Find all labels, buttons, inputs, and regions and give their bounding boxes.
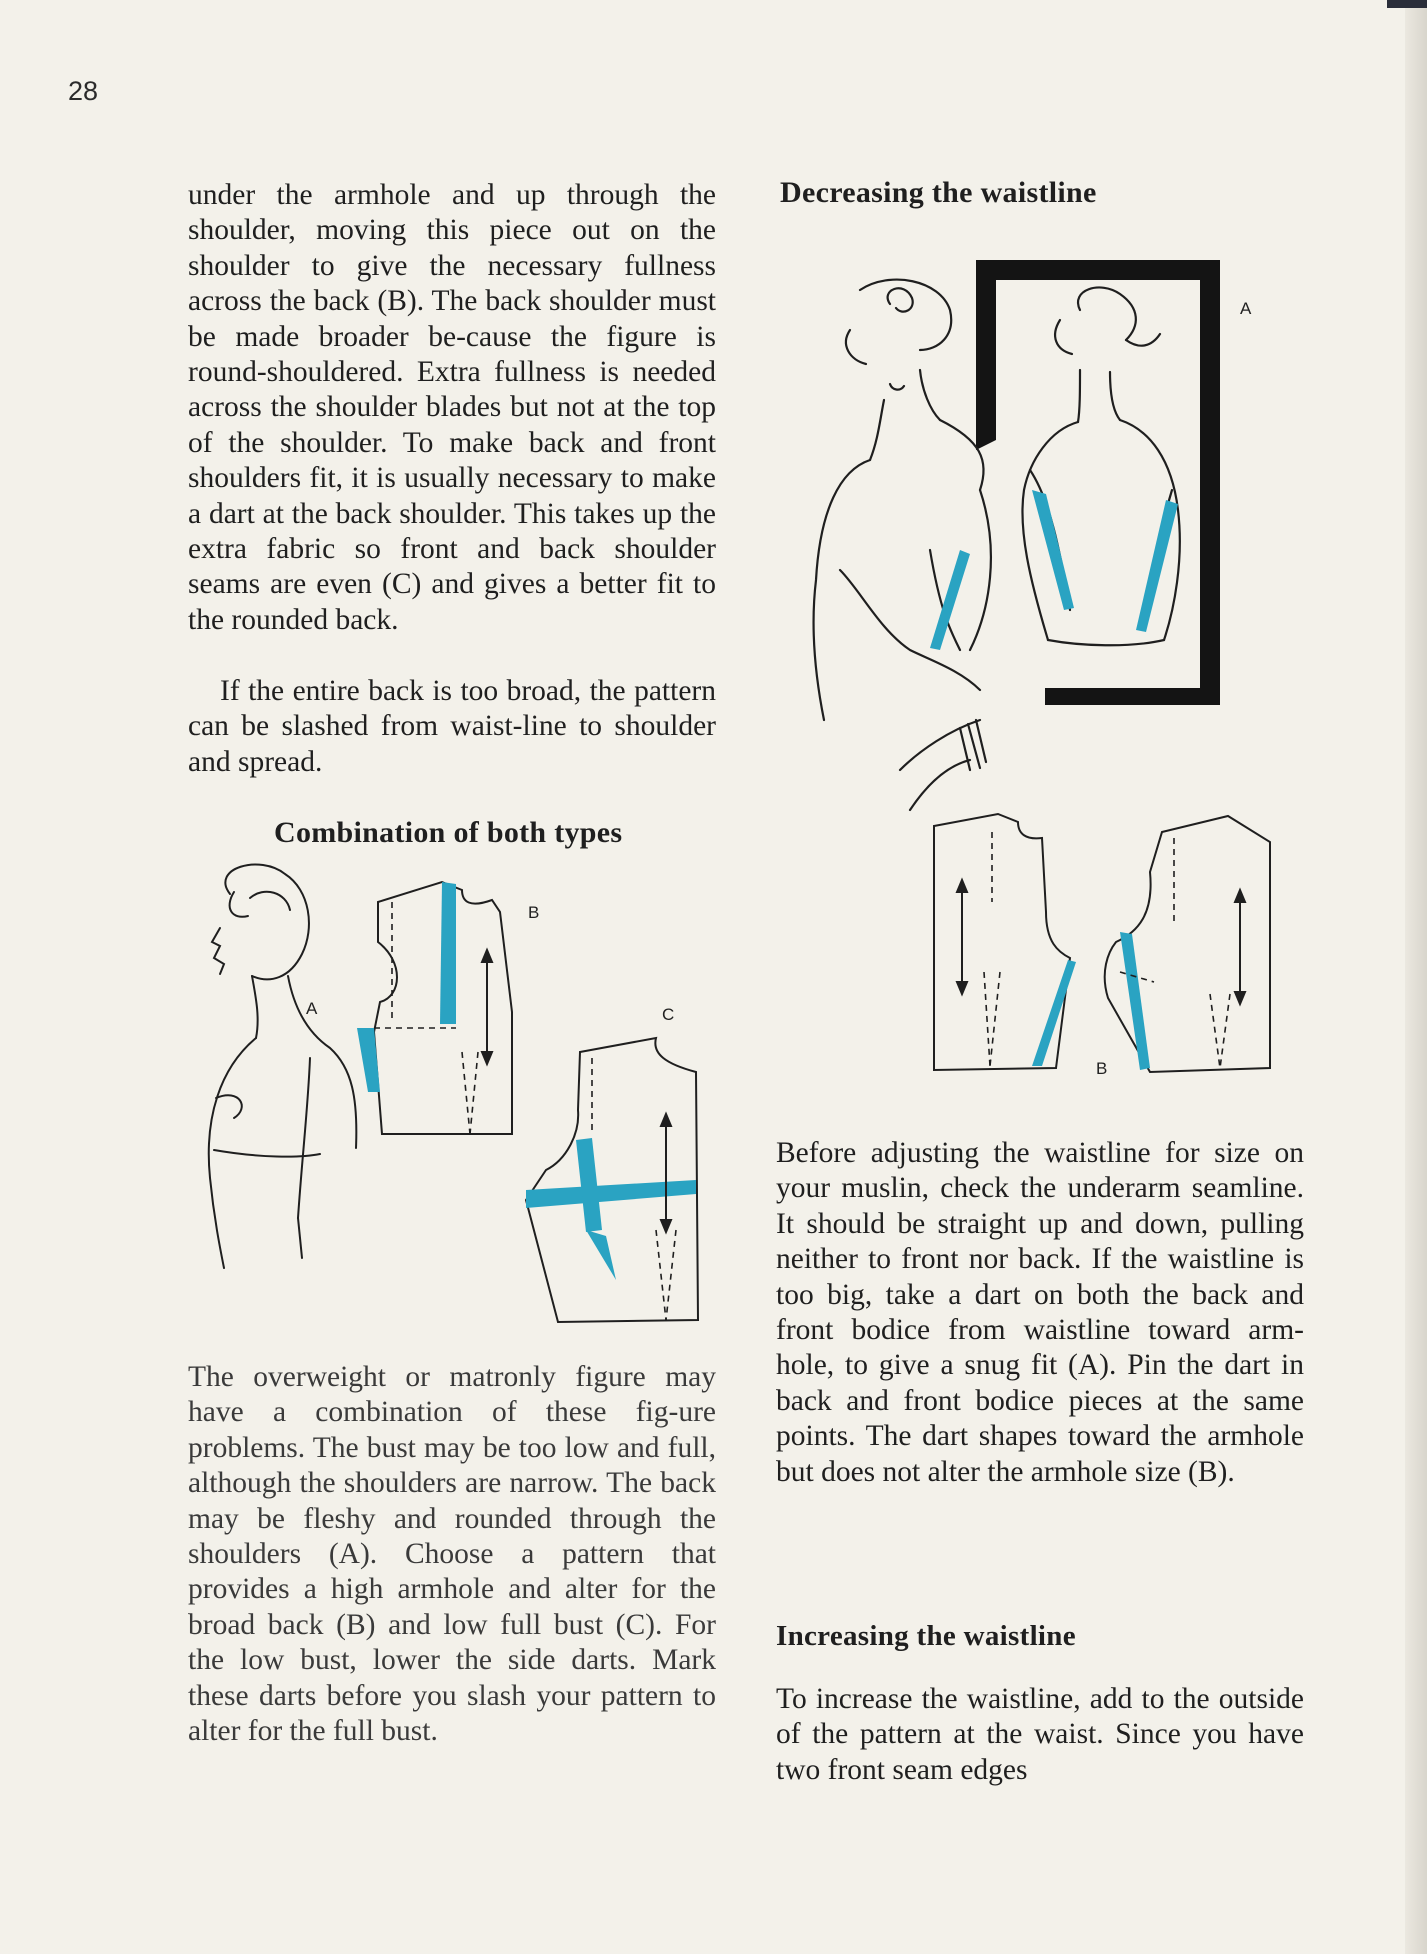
decreasing-heading: Decreasing the waistline [780,176,1097,209]
increasing-heading: Increasing the waistline [776,1620,1076,1652]
front-pattern-c-diagram [516,1005,716,1330]
profile-figure-illustration [190,858,370,1278]
mirror-figure-illustration [780,250,1280,810]
broad-back-paragraph: If the entire back is too broad, the pattern can be slashed from waist-line to shoulder and spread. [188,675,716,778]
figure-label-a-right: A [1240,299,1252,318]
combination-heading: Combination of both types [274,816,623,849]
page-edge [1405,0,1427,1954]
page-corner-mark [1387,0,1427,8]
back-pattern-b-diagram [352,872,540,1152]
figure-label-b-left: B [528,903,540,922]
figure-label-c: C [662,1005,675,1024]
intro-paragraph: under the armhole and up through the shoulder, moving this piece out on the shoulder to give the necessary fullness across the back (B). The back shoulder must be made broader be-cause the figure is round-shouldered. Extra fullness is needed across the shoulder blades but not at the top of the shoulder. To make back and front shoulders fit, it is usually necessary to make a dart at the back shoulder. This takes up the extra fabric so front and back shoulder seams are even (C) and gives a better fit to the rounded back. [188,179,716,636]
page-number: 28 [68,76,99,106]
waist-pattern-b-diagram [928,802,1288,1092]
combination-paragraph: The overweight or matronly figure may have a combination of these fig-ure problems. The bust may be too low and full, although the shoulders are narrow. The back may be fleshy and rounded through the shoulders (A). Choose a pattern that provides a high armhole and alter for the broad back (B) and low full bust (C). For the low bust, lower the side darts. Mark these darts before you slash your pattern to alter for the full bust. [188,1361,716,1748]
decreasing-paragraph: Before adjusting the waistline for size on your muslin, check the underarm seamline. It should be straight up and down, pulling neither to front nor back. If the waistline is too big, take a dart on both the back and front bodice from waistline toward arm-hole, to give a snug fit (A). Pin the dart in back and front bodice pieces at the same points. The dart shapes toward the armhole but does not alter the armhole size (B). [776,1137,1304,1488]
figure-label-b-right: B [1096,1059,1108,1078]
figure-label-a-left: A [306,999,318,1018]
increasing-paragraph: To increase the waistline, add to the outside of the pattern at the waist. Since you have two front seam edges [776,1683,1304,1786]
